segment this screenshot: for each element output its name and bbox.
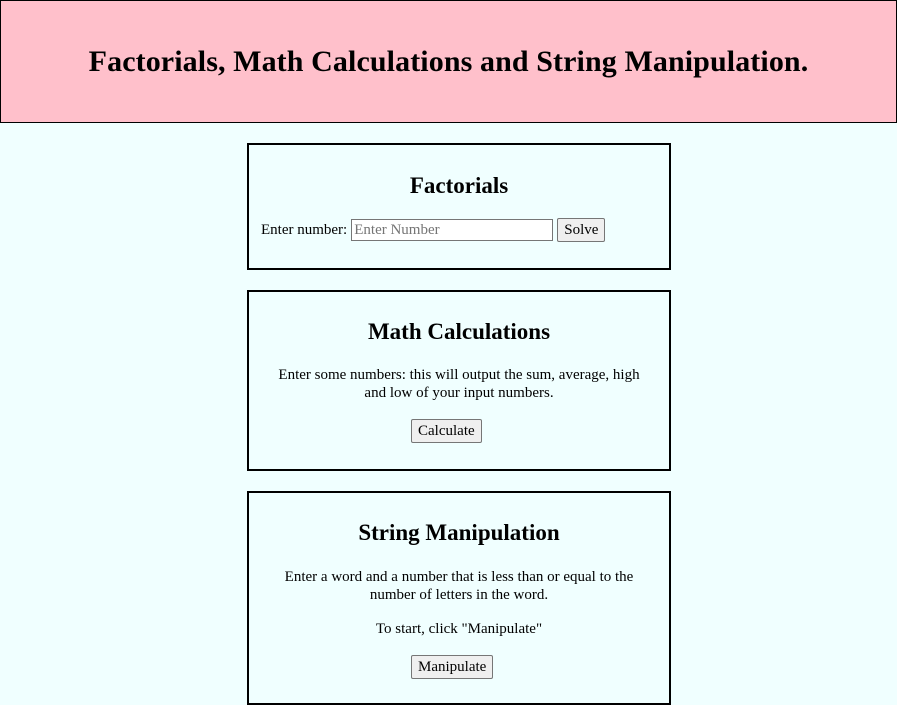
page-title: Factorials, Math Calculations and String Manipulation. (88, 44, 809, 78)
string-manipulation-title: String Manipulation (358, 520, 560, 545)
factorials-input-row (261, 218, 605, 242)
math-calculations-description: Enter some numbers: this will output the sum, average, high and low of your input numbers. (278, 367, 640, 401)
string-manipulation-description: Enter a word and a number that is less than or equal to the number of letters in the word. (284, 569, 634, 603)
factorials-title: Factorials (409, 173, 509, 198)
factorial-number-input[interactable] (351, 219, 553, 241)
math-calculations-title: Math Calculations (367, 319, 551, 344)
factorials-label: Enter number: (261, 221, 348, 238)
math-calculations-section (247, 290, 671, 471)
calculate-button[interactable]: Calculate (411, 419, 482, 443)
manipulate-button[interactable]: Manipulate (411, 655, 493, 679)
solve-button[interactable]: Solve (557, 218, 605, 242)
string-manipulation-instruction: To start, click "Manipulate" (375, 621, 543, 637)
factorials-section (247, 143, 671, 270)
page-header (0, 0, 897, 123)
string-manipulation-section (247, 491, 671, 705)
